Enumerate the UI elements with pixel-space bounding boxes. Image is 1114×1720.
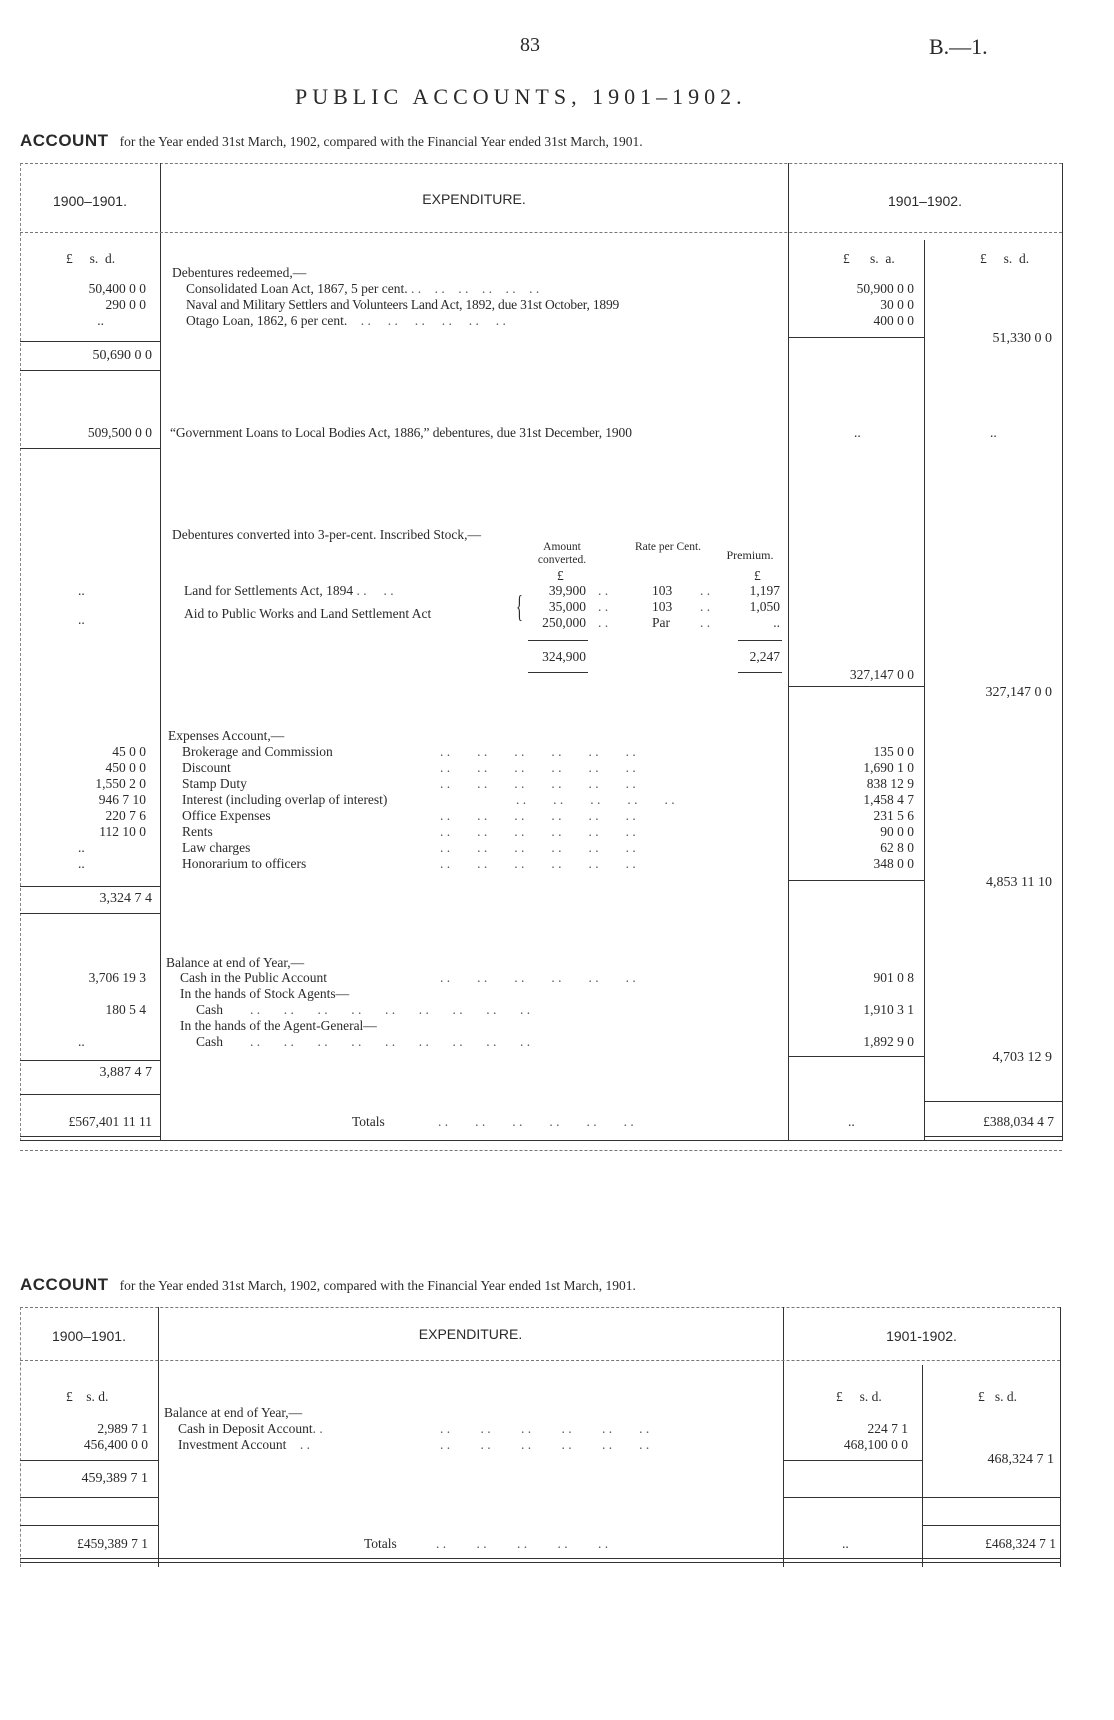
converted-amount-pound: £ bbox=[557, 568, 564, 583]
expenses-curr-total: 4,853 11 10 bbox=[986, 875, 1052, 890]
pence-label: d. bbox=[105, 251, 116, 266]
expense-curr-value: 90 0 0 bbox=[880, 824, 914, 839]
debenture-row-label: Naval and Military Settlers and Volunteers Land Act, 1892, due 31st October, 1899 bbox=[186, 297, 620, 312]
rule bbox=[20, 1094, 160, 1095]
converted-heading: Debentures converted into 3-per-cent. Inscribed Stock,— bbox=[172, 527, 481, 542]
expense-row-label: Office Expenses bbox=[182, 808, 271, 823]
table2-bottom-rule bbox=[20, 1558, 1060, 1559]
debenture-prev-value: 50,400 0 0 bbox=[88, 281, 146, 296]
rule bbox=[20, 1136, 160, 1137]
rule bbox=[20, 1060, 160, 1061]
table2-curr-value: 468,100 0 0 bbox=[843, 1437, 908, 1452]
rule bbox=[20, 1525, 158, 1526]
balance-prev-value: 3,706 19 3 bbox=[88, 970, 146, 985]
expense-curr-value: 838 12 9 bbox=[866, 776, 914, 791]
balance-prev-total: 3,887 4 7 bbox=[99, 1065, 152, 1080]
dot-leader: . . . . . . . . . . bbox=[516, 792, 675, 807]
expense-row-label: Discount bbox=[182, 760, 231, 775]
balance-row-sublabel: Cash bbox=[196, 1034, 223, 1049]
converted-row-label: Aid to Public Works and Land Settlement Act bbox=[184, 606, 432, 621]
rule bbox=[528, 640, 588, 641]
expense-prev-value: 946 7 10 bbox=[98, 792, 146, 807]
debentures-curr-total: 51,330 0 0 bbox=[992, 331, 1052, 346]
page-title: PUBLIC ACCOUNTS, 1901–1902. bbox=[295, 84, 747, 109]
converted-rate: 103 bbox=[652, 599, 673, 614]
expense-row-label: Rents bbox=[182, 824, 213, 839]
converted-premium-pound: £ bbox=[754, 568, 761, 583]
debenture-curr-value: 400 0 0 bbox=[873, 313, 914, 328]
rule bbox=[20, 370, 160, 371]
table1-col-1900-1901: 1900–1901. bbox=[53, 193, 127, 209]
pound-sign: £ bbox=[980, 251, 987, 266]
converted-prev-value: .. bbox=[78, 583, 85, 598]
balance-curr-value: 901 0 8 bbox=[873, 970, 914, 985]
balance-row-label: Cash in the Public Account bbox=[180, 970, 327, 985]
expense-curr-value: 62 8 0 bbox=[880, 840, 914, 855]
rule bbox=[20, 886, 160, 887]
debentures-heading: Debentures redeemed,— bbox=[172, 265, 307, 280]
rule bbox=[20, 341, 160, 342]
converted-curr-value: 327,147 0 0 bbox=[849, 667, 914, 682]
debenture-curr-value: 50,900 0 0 bbox=[856, 281, 914, 296]
brace-icon: { bbox=[516, 588, 523, 624]
expense-prev-value: .. bbox=[78, 840, 85, 855]
converted-premium: .. bbox=[773, 615, 780, 630]
table1-lsd-left bbox=[66, 251, 115, 267]
rule bbox=[788, 1056, 924, 1057]
rule bbox=[783, 1497, 1060, 1498]
pence-label: d. bbox=[1019, 251, 1030, 266]
converted-col-rate: Rate per Cent. bbox=[634, 541, 702, 553]
debenture-prev-value: 290 0 0 bbox=[105, 297, 146, 312]
expense-curr-value: 135 0 0 bbox=[873, 744, 914, 759]
table2-row-label: Investment Account . . bbox=[178, 1437, 310, 1452]
expenses-heading: Expenses Account,— bbox=[168, 728, 285, 743]
balance-curr-total: 4,703 12 9 bbox=[992, 1050, 1052, 1065]
converted-premium: 1,197 bbox=[749, 583, 780, 598]
converted-premium-total: 2,247 bbox=[749, 649, 780, 664]
expense-prev-value: 1,550 2 0 bbox=[95, 776, 146, 791]
balance-prev-value: 180 5 4 bbox=[105, 1002, 146, 1017]
table1-right-border bbox=[1062, 163, 1063, 1141]
converted-col-premium: Premium. bbox=[726, 548, 774, 562]
expense-prev-value: 220 7 6 bbox=[105, 808, 146, 823]
table2-col-1901-1902: 1901-1902. bbox=[886, 1328, 957, 1344]
dot-leader: . . . . . . . . . . . . bbox=[440, 776, 636, 791]
converted-rate: 103 bbox=[652, 583, 673, 598]
table2-totals-label: Totals bbox=[364, 1536, 397, 1551]
rule bbox=[20, 1497, 158, 1498]
table1-caption bbox=[20, 131, 643, 151]
expense-curr-value: 231 5 6 bbox=[873, 808, 914, 823]
expense-row-label: Stamp Duty bbox=[182, 776, 247, 791]
dot-leader: . . . . . . . . . . . . bbox=[440, 840, 636, 855]
table2-totals-prev: £459,389 7 1 bbox=[77, 1536, 148, 1551]
balance-row-label: In the hands of Stock Agents— bbox=[180, 986, 350, 1001]
page-number: 83 bbox=[520, 34, 540, 56]
shillings-label: s. bbox=[89, 251, 99, 266]
table1-lsd-mid bbox=[843, 251, 895, 267]
table1-bottom-rule bbox=[20, 1140, 1062, 1141]
table2-lsd-left: £ s. d. bbox=[66, 1389, 109, 1404]
expense-curr-value: 1,690 1 0 bbox=[863, 760, 914, 775]
totals-prev: £567,401 11 11 bbox=[68, 1114, 152, 1129]
rule bbox=[924, 1101, 1062, 1102]
table2-prev-value: 2,989 7 1 bbox=[97, 1421, 148, 1436]
rule bbox=[20, 913, 160, 914]
totals-curr: .. bbox=[848, 1114, 855, 1129]
balance-row-label: In the hands of the Agent-General— bbox=[180, 1018, 377, 1033]
converted-col-amount: Amount converted. bbox=[537, 541, 587, 566]
table2-curr-value: 224 7 1 bbox=[867, 1421, 908, 1436]
table2-bottom-rule-2 bbox=[20, 1562, 1060, 1563]
gov-loans-label: “Government Loans to Local Bodies Act, 1886,” debentures, due 31st December, 1900 bbox=[170, 425, 632, 440]
balance-curr-value: 1,910 3 1 bbox=[863, 1002, 914, 1017]
table2-curr-total: 468,324 7 1 bbox=[987, 1452, 1054, 1467]
rule bbox=[922, 1525, 1060, 1526]
table1-header-rule bbox=[20, 232, 1062, 233]
rule bbox=[20, 1460, 158, 1461]
rule bbox=[738, 672, 782, 673]
balance-prev-value: .. bbox=[78, 1034, 85, 1049]
gov-loans-curr-total: .. bbox=[990, 425, 997, 440]
table1-lsd-right bbox=[980, 251, 1029, 267]
table2-lsd-mid: £ s. d. bbox=[836, 1389, 882, 1404]
table2-col-expenditure: EXPENDITURE. bbox=[418, 1326, 523, 1342]
totals-label: Totals bbox=[352, 1114, 385, 1129]
expense-row-label: Law charges bbox=[182, 840, 251, 855]
expense-curr-value: 348 0 0 bbox=[873, 856, 914, 871]
expense-curr-value: 1,458 4 7 bbox=[863, 792, 914, 807]
table1-caption-text: for the Year ended 31st March, 1902, compared with the Financial Year ended 31st March, 1901. bbox=[119, 134, 643, 149]
table2-prev-value: 456,400 0 0 bbox=[83, 1437, 148, 1452]
table2-lsd-right: £ s. d. bbox=[978, 1389, 1018, 1404]
table1-bottom-dash bbox=[20, 1150, 1062, 1151]
pound-sign: £ bbox=[66, 251, 73, 266]
rule bbox=[783, 1460, 922, 1461]
table2-header-rule bbox=[20, 1360, 1060, 1361]
balance-row-sublabel: Cash bbox=[196, 1002, 223, 1017]
rule bbox=[528, 672, 588, 673]
converted-amount-total: 324,900 bbox=[542, 649, 586, 664]
gov-loans-curr-value: .. bbox=[854, 425, 861, 440]
converted-amount: 35,000 bbox=[548, 599, 586, 614]
pound-sign: £ bbox=[843, 251, 850, 266]
expense-prev-value: 450 0 0 bbox=[105, 760, 146, 775]
shillings-label: s. bbox=[870, 251, 879, 266]
converted-amount: 39,900 bbox=[548, 583, 586, 598]
rule bbox=[788, 686, 924, 687]
dot-leader: . . . . . . . . . . . . bbox=[440, 856, 636, 871]
rule bbox=[788, 880, 924, 881]
dot-leader: . . . . . . . . . . . . bbox=[440, 760, 636, 775]
debenture-row-label: Consolidated Loan Act, 1867, 5 per cent. . . . . . . . . . . . . bbox=[186, 281, 540, 296]
debentures-prev-total: 50,690 0 0 bbox=[92, 348, 152, 363]
table1-col-divider-1 bbox=[160, 163, 161, 1141]
table1-caption-lead: ACCOUNT bbox=[20, 131, 109, 150]
table1-top-rule bbox=[20, 163, 1062, 164]
table2-totals-curr-total: £468,324 7 1 bbox=[985, 1536, 1056, 1551]
converted-curr-total: 327,147 0 0 bbox=[985, 685, 1052, 700]
gov-loans-prev-value: 509,500 0 0 bbox=[87, 425, 152, 440]
table1-col-1901-1902: 1901–1902. bbox=[888, 193, 962, 209]
converted-prev-value: .. bbox=[78, 612, 85, 627]
expenses-prev-total: 3,324 7 4 bbox=[99, 891, 152, 906]
expense-prev-value: .. bbox=[78, 856, 85, 871]
expense-prev-value: 112 10 0 bbox=[99, 824, 146, 839]
dot-leader: . . . . . . . . . . . . bbox=[440, 808, 636, 823]
table2-row-label: Cash in Deposit Account. . bbox=[178, 1421, 323, 1436]
expense-row-label: Brokerage and Commission bbox=[182, 744, 333, 759]
expense-row-label: Honorarium to officers bbox=[182, 856, 307, 871]
balance-curr-value: 1,892 9 0 bbox=[863, 1034, 914, 1049]
debenture-prev-value: .. bbox=[97, 313, 104, 328]
dot-leader: . . . . . . . . . . . . bbox=[440, 824, 636, 839]
table2-right-border bbox=[1060, 1307, 1061, 1567]
table1-col-expenditure: EXPENDITURE. bbox=[422, 191, 526, 207]
dot-leader: . . . . . . . . . . . . bbox=[440, 744, 636, 759]
rule bbox=[788, 337, 924, 338]
table2-caption bbox=[20, 1275, 636, 1295]
converted-row-label: Land for Settlements Act, 1894 . . . . bbox=[184, 583, 394, 598]
converted-premium: 1,050 bbox=[749, 599, 780, 614]
debenture-curr-value: 30 0 0 bbox=[880, 297, 914, 312]
expense-prev-value: 45 0 0 bbox=[112, 744, 146, 759]
pence-label: a. bbox=[885, 251, 895, 266]
converted-amount: 250,000 bbox=[542, 615, 586, 630]
rule bbox=[738, 640, 782, 641]
table2-caption-text: for the Year ended 31st March, 1902, compared with the Financial Year ended 1st March, 1901. bbox=[119, 1278, 636, 1293]
expense-row-label: Interest (including overlap of interest) bbox=[182, 792, 388, 807]
table2-caption-lead: ACCOUNT bbox=[20, 1275, 109, 1294]
shillings-label: s. bbox=[1003, 251, 1013, 266]
table2-col-1900-1901: 1900–1901. bbox=[52, 1328, 126, 1344]
table2-totals-curr: .. bbox=[842, 1536, 849, 1551]
document-reference: B.—1. bbox=[929, 34, 988, 59]
converted-rate: Par bbox=[652, 615, 670, 630]
table2-prev-total: 459,389 7 1 bbox=[81, 1471, 148, 1486]
table2-col-divider-1 bbox=[158, 1307, 159, 1567]
totals-curr-total: £388,034 4 7 bbox=[983, 1114, 1054, 1129]
rule bbox=[924, 1136, 1062, 1137]
rule bbox=[20, 448, 160, 449]
balance-heading: Balance at end of Year,— bbox=[166, 955, 305, 970]
debenture-row-label: Otago Loan, 1862, 6 per cent. . . . . . . . . . . . . bbox=[186, 313, 506, 328]
table2-heading: Balance at end of Year,— bbox=[164, 1405, 303, 1420]
table2-top-rule bbox=[20, 1307, 1060, 1308]
